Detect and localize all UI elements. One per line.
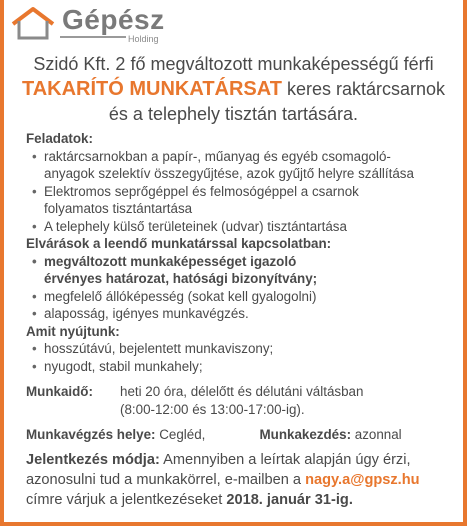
logo-subtitle: Holding xyxy=(128,34,159,44)
place-label: Munkavégzés helye: xyxy=(26,427,156,442)
apply-deadline: 2018. január 31-ig. xyxy=(226,491,353,508)
house-icon xyxy=(10,6,56,40)
logo-underline xyxy=(60,36,126,38)
task-item: • A telephely külső területeinek (udvar) tisztántartása xyxy=(26,218,449,236)
task-item: • raktárcsarnokban a papír-, műanyag és egyéb csomagoló- anyagok szelektív összegyűjtése, azok gyűjtő helyre szállítása xyxy=(26,148,449,183)
ad-content xyxy=(26,130,449,510)
requirement-item: • alaposság, igényes munkavégzés. xyxy=(26,305,449,323)
task-item: • Elektromos seprőgéppel és felmosógéppel a csarnok folyamatos tisztántartása xyxy=(26,183,449,218)
offer-item: • nyugodt, stabil munkahely; xyxy=(26,358,449,376)
place-value: Cegléd, xyxy=(155,427,206,442)
start-label: Munkakezdés: xyxy=(259,427,352,442)
requirement-item: • megfelelő állóképesség (sokat kell gyalogolni) xyxy=(26,288,449,306)
apply-text-2: azonosulni tud a munkakörrel, e-mailben a xyxy=(26,471,306,488)
offer-list xyxy=(26,340,449,375)
offer-heading: Amit nyújtunk: xyxy=(26,323,120,339)
requirements-heading: Elvárások a leendő munkatárssal kapcsolatban: xyxy=(26,236,332,251)
intro-block xyxy=(4,52,463,127)
apply-label: Jelentkezés módja: xyxy=(26,451,160,468)
requirements-list xyxy=(26,253,449,323)
apply-block xyxy=(26,450,449,510)
worktime-label: Munkaidő: xyxy=(26,384,93,399)
intro-line-1: Szidó Kft. 2 fő megváltozott munkaképességű férfi xyxy=(33,54,434,74)
company-logo xyxy=(10,4,180,44)
apply-text-1: Amennyiben a leírtak alapján úgy érzi, xyxy=(159,451,411,468)
offer-item: • hosszútávú, bejelentett munkaviszony; xyxy=(26,340,449,358)
tasks-heading: Feladatok: xyxy=(26,131,93,146)
worktime-value: heti 20 óra, délelőtt és délutáni váltásban (8:00-12:00 és 13:00-17:00-ig). xyxy=(120,384,364,417)
apply-email[interactable]: nagy.a@gpsz.hu xyxy=(305,471,420,488)
job-title: TAKARÍTÓ MUNKATÁRSAT xyxy=(21,78,282,100)
intro-line-2-rest: keres raktárcsarnok xyxy=(281,79,446,99)
apply-text-3: címre várjuk a jelentkezéseket xyxy=(26,491,227,508)
requirement-item: • megváltozott munkaképességet igazoló érvényes határozat, hatósági bizonyítvány; xyxy=(26,253,449,288)
tasks-list xyxy=(26,148,449,236)
logo-name: Gépész xyxy=(62,4,165,35)
intro-line-2 xyxy=(4,77,463,102)
start-value: azonnal xyxy=(351,427,402,442)
place-row xyxy=(26,426,449,444)
worktime-row xyxy=(26,383,449,418)
intro-line-3: és a telephely tisztán tartására. xyxy=(108,104,359,124)
